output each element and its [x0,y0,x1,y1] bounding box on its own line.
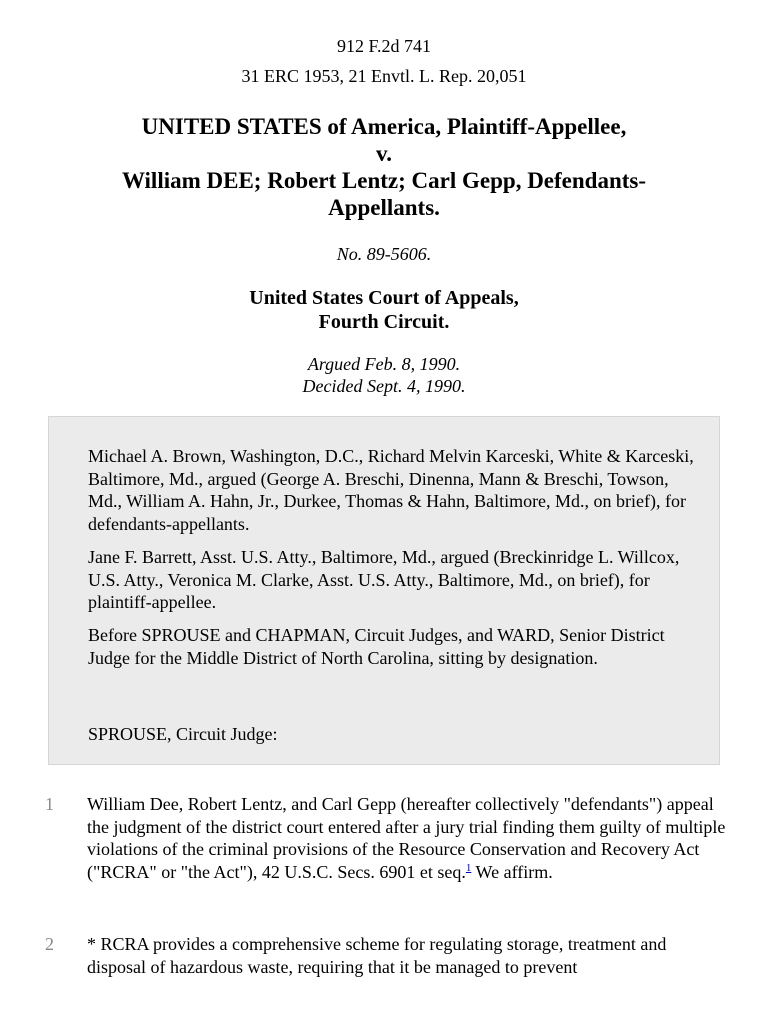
caption-plaintiff: UNITED STATES of America, Plaintiff-Appellee, [141,114,627,139]
paragraph-body: William Dee, Robert Lentz, and Carl Gepp (hereafter collectively "defendants") appeal the judgment of the district court entered after a jury trial finding them guilty of multiple violations of the criminal provisions of the Resource Conservation and Recovery Act ("RCRA" or "the Act"), 42 U.S.C. Secs. 6901 et seq. [87,794,726,882]
reporter-citation: 912 F.2d 741 [336,36,432,56]
footnote-link[interactable]: 1 [465,861,472,874]
caption-defendants: William DEE; Robert Lentz; Carl Gepp, Defendants- [121,168,647,193]
caption-versus: v. [376,141,392,166]
case-caption [60,113,708,221]
parallel-citation: 31 ERC 1953, 21 Envtl. L. Rep. 20,051 [241,66,527,86]
counsel-appellee: Jane F. Barrett, Asst. U.S. Atty., Baltimore, Md., argued (Breckinridge L. Willcox, U.S. Atty., Veronica M. Clarke, Asst. U.S. Atty., Baltimore, Md., on brief), for plaintiff-appellee. [88,547,680,612]
panel-judges: Before SPROUSE and CHAPMAN, Circuit Judges, and WARD, Senior District Judge for the Middle District of North Carolina, sitting by designation. [88,625,665,668]
paragraph-text [87,793,727,883]
opinion-author: SPROUSE, Circuit Judge: [88,724,278,744]
counsel-appellants: Michael A. Brown, Washington, D.C., Richard Melvin Karceski, White & Karceski, Baltimore, Md., argued (George A. Breschi, Dinenna, Mann & Breschi, Towson, Md., William A. Hahn, Jr., Durkee, Thomas & Hahn, Baltimore, Md., on brief), for defendants-appellants. [88,446,694,534]
paragraph-body-end: We affirm. [471,861,553,882]
case-dates [0,353,768,397]
paragraph-text: * RCRA provides a comprehensive scheme for regulating storage, treatment and disposal of hazardous waste, requiring that it be managed to prevent [87,934,667,977]
court-name [0,286,768,334]
court-name-line1: United States Court of Appeals, [249,287,519,309]
paragraph-number: 2 [45,934,54,954]
decided-date: Decided Sept. 4, 1990. [302,376,466,396]
docket-number: No. 89-5606. [336,244,432,264]
argued-date: Argued Feb. 8, 1990. [307,354,461,374]
paragraph-number: 1 [45,794,54,814]
court-name-line2: Fourth Circuit. [318,311,450,333]
counsel-box [48,416,720,765]
caption-defendants-cont: Appellants. [328,195,440,220]
